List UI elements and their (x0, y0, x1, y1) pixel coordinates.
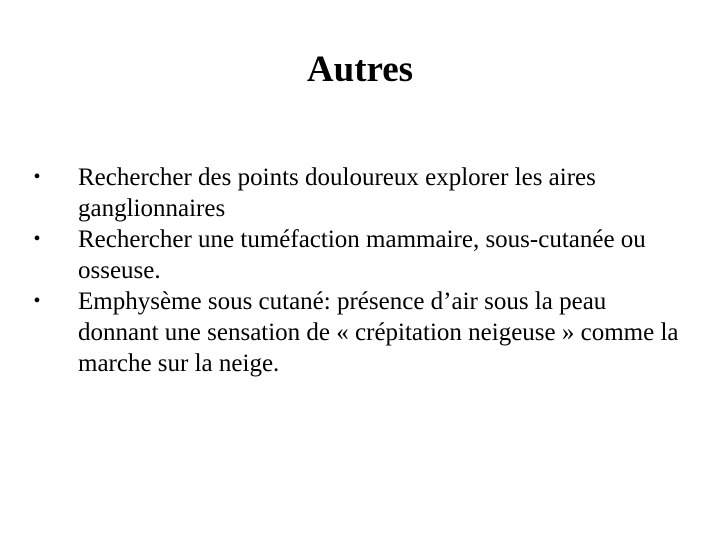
bullet-dot-icon: • (33, 290, 41, 312)
bullet-dot-icon: • (33, 228, 41, 250)
bullet-item (30, 224, 690, 286)
bullet-item (30, 286, 690, 379)
bullet-text: Rechercher des points douloureux explorer les aires ganglionnaires (78, 164, 596, 222)
bullet-text: Emphysème sous cutané: présence d’air sous la peau donnant une sensation de « crépitation neigeuse » comme la marche sur la neige. (78, 288, 679, 377)
bullet-dot-icon: • (33, 166, 41, 188)
bullet-text: Rechercher une tuméfaction mammaire, sous-cutanée ou osseuse. (78, 226, 646, 284)
bullet-list (30, 162, 690, 379)
bullet-item (30, 162, 690, 224)
slide-title: Autres (306, 49, 414, 90)
